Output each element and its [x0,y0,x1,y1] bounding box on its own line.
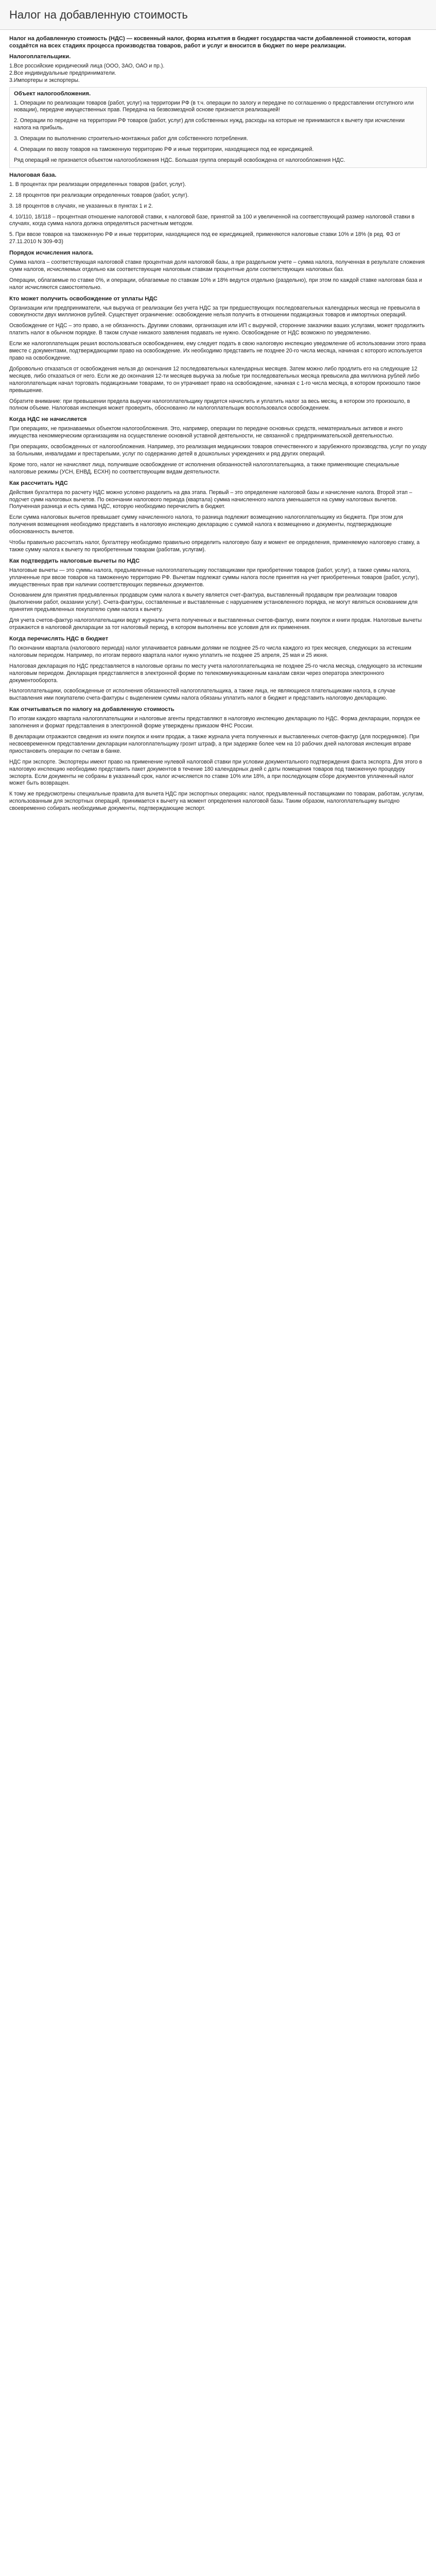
payer-item: 2.Все индивидуальные предприниматели. [9,70,116,76]
section-paragraph: В декларации отражаются сведения из книги покупок и книги продаж, а также журнала учета полученных и выставленных счетов-фактур (для посредников). При несвоевременном представлении декларации налогоплательщику грозит штраф, а при задержке более чем на 10 рабочих дней налоговая инспекция вправе приостановить операции по счетам в банке. [9,733,420,754]
section-paragraph: По итогам каждого квартала налогоплательщики и налоговые агенты представляют в налоговую инспекцию декларацию по НДС. Форма декларации, порядок ее заполнения и формат представления в электронной форме утверждены приказом ФНС России. [9,716,421,730]
payer-item: 1.Все российские юридический лица (ООО, ЗАО, ОАО и пр.). [9,62,165,69]
object-item: 2. Операции по передаче на территории РФ товаров (работ, услуг) для собственных нужд, расходы на которые не принимаются к вычету при исчислении налога на прибыль. [14,117,405,131]
header-bar [0,0,436,30]
section-paragraph: Если же налогоплательщик решил воспользоваться освобождением, ему следует подать в свою налоговую инспекцию уведомление об использовании этого права вместе с документами, подтверждающими право на освобождение. Их необходимо представить не позднее 20-го числа месяца, начиная с которого используется право на освобождение. [9,341,426,361]
section-paragraph: Налоговая декларация по НДС представляется в налоговые органы по месту учета налогоплательщика не позднее 25-го числа месяца, следующего за истекшим налоговым периодом. Декларация представляется в электронной форме по телекоммуникационным каналам связи через оператора электронного документооборота. [9,663,422,684]
section-paragraph: Организации или предприниматели, чья выручка от реализации без учета НДС за три предшествующих последовательных календарных месяца не превысила в совокупности двух миллионов рублей. Существует ограничение: освобождение нельзя получить в отношении подакцизных товаров и импортных операций. [9,304,421,318]
object-box [9,87,427,168]
section-paragraph: Для учета счетов-фактур налогоплательщики ведут журналы учета полученных и выставленных счетов-фактур, книги покупок и книги продаж. Налоговые вычеты отражаются в налоговой декларации за тот налоговый период, в котором выполнены все условия для их применения. [9,617,422,631]
base-item: 2. 18 процентов при реализации определенных товаров (работ, услуг). [9,192,189,198]
payers-heading: Налогоплательщики. [9,54,71,60]
base-item: 1. В процентах при реализации определенных товаров (работ, услуг). [9,181,186,188]
section-paragraph: Освобождение от НДС – это право, а не обязанность. Другими словами, организация или ИП с выручкой, сторонние заказчики ваших услугами, может продолжить платить налог в обычном порядке. В таком случае никакого заявления подавать не нужно. Освобождение от НДС возможно по уведомлению. [9,323,425,336]
intro-paragraph: Налог на добавленную стоимость (НДС) — косвенный налог, форма изъятия в бюджет государства части добавленной стоимости, которая создаётся на всех стадиях процесса производства товаров, работ и услуг и вносится в бюджет по мере реализации. [9,36,411,49]
section-heading: Как рассчитать НДС [9,480,68,486]
section-paragraph: Добровольно отказаться от освобождения нельзя до окончания 12 последовательных календарных месяцев. Затем можно либо продлить его на следующие 12 месяцев, либо отказаться от него. Если же до окончания 12-ти месяцев выручка за любые три последовательных месяца превысила два миллиона рублей либо налогоплательщик начал торговать подакцизными товарами, то он утрачивает право на освобождение, начиная с 1-го числа месяца, в котором произошло такое превышение. [9,365,421,394]
section-paragraph: По окончании квартала (налогового периода) налог уплачивается равными долями не позднее 25-го числа каждого из трех месяцев, следующих за истекшим налоговым периодом. Например, по итогам первого квартала налог нужно уплатить не позднее 25 апреля, 25 мая и 25 июня. [9,645,412,658]
article-sections [9,250,427,812]
article-body [9,35,427,2576]
section-paragraph: Сумма налога – соответствующая налоговой ставке процентная доля налоговой базы, а при раздельном учете – сумма налога, полученная в результате сложения сумм налогов, исчисляемых отдельно как соответствующие налоговым ставкам процентные доли соответствующих налоговых баз. [9,259,425,273]
section-paragraph: Если сумма налоговых вычетов превышает сумму начисленного налога, то разница подлежит возмещению налогоплательщику из бюджета. При этом для получения возмещения необходимо представить в налоговую инспекцию декларацию с суммой налога к возмещению и документы, подтверждающие обоснованность вычетов. [9,514,403,535]
page-title: Налог на добавленную стоимость [9,8,188,21]
section-paragraph: Кроме того, налог не начисляют лица, получившие освобождение от исполнения обязанностей налогоплательщика, а также применяющие специальные налоговые режимы (УСН, ЕНВД, ЕСХН) по соответствующим видам деятельности. [9,461,399,475]
section-paragraph: Налоговые вычеты — это суммы налога, предъявленные налогоплательщику поставщиками при приобретении товаров (работ, услуг), а также суммы налога, уплаченные при ввозе товаров на таможенную территорию РФ. Вычетам подлежат суммы налога после принятия на учет приобретенных товаров (работ, услуг), имущественных прав при наличии соответствующих первичных документов. [9,567,419,588]
object-item: 3. Операции по выполнению строительно-монтажных работ для собственного потребления. [14,135,248,142]
section-paragraph: К тому же предусмотрены специальные правила для вычета НДС при экспортных операциях: налог, предъявленный поставщиками по товарам, работам, услугам, использованным для экспортных операций, принимается к вычету на момент определения налоговой базы. Таким образом, налогоплательщику выгодно своевременно собирать необходимые документы, подтверждающие экспорт. [9,791,424,812]
section-paragraph: Налогоплательщики, освобожденные от исполнения обязанностей налогоплательщика, а также лица, не являющиеся плательщиками налога, в случае выставления ими покупателю счета-фактуры с выделением суммы налога обязаны уплатить налог в бюджет и представить налоговую декларацию. [9,688,396,702]
section-paragraph: При операциях, не признаваемых объектом налогообложения. Это, например, операции по передаче основных средств, нематериальных активов и иного имущества некоммерческим организациям на осуществление основной уставной деятельности, не связанной с предпринимательской деятельностью. [9,426,403,439]
object-item: 1. Операции по реализации товаров (работ, услуг) на территории РФ (в т.ч. операции по залогу и передаче по соглашению о предоставлении отступного или новации), передаче имущественных прав. Передача на безвозмездной основе признается реализацией! [14,99,414,113]
section-paragraph: Обратите внимание: при превышении предела выручки налогоплательщику придется начислить и уплатить налог за весь месяц, в котором это произошло, в полном объеме. Налоговая инспекция может проверить, обоснованно ли налогоплательщик воспользовался освобождением. [9,398,410,412]
section-heading: Порядок исчисления налога. [9,250,94,257]
section-paragraph: Операции, облагаемые по ставке 0%, и операции, облагаемые по ставкам 10% и 18% ведутся отдельно (раздельно), при этом по каждой ставке налоговая база и налог исчисляются самостоятельно. [9,277,422,291]
section-heading: Как отчитываться по налогу на добавленную стоимость [9,706,175,713]
object-item: 4. Операции по ввозу товаров на таможенную территорию РФ и иные территории, находящиеся под ее юрисдикцией. [14,146,314,153]
section-heading: Когда перечислять НДС в бюджет [9,636,109,642]
object-note: Ряд операций не признается объектом налогообложения НДС. Большая группа операций освобождена от налогообложения НДС. [14,157,345,163]
base-heading: Налоговая база. [9,172,57,178]
section-heading: Как подтвердить налоговые вычеты по НДС [9,557,140,564]
section-paragraph: НДС при экспорте. Экспортеры имеют право на применение нулевой налоговой ставки при условии документального подтверждения факта экспорта. Для этого в налоговую инспекцию необходимо представить пакет документов в течение 180 календарных дней с даты помещения товаров под таможенную процедуру экспорта. Если документы не собраны в указанный срок, налог исчисляется по ставке 10% или 18%, а при последующем сборе документов уплаченный налог может быть возвращен. [9,758,422,787]
section-paragraph: Действия бухгалтера по расчету НДС можно условно разделить на два этапа. Первый – это определение налоговой базы и начисление налога. Второй этап – подсчет сумм налоговых вычетов. По окончании налогового периода (квартала) сумма начисленного налога уменьшается на сумму налоговых вычетов. Полученная разница и есть сумма НДС, которую необходимо перечислить в бюджет. [9,489,412,510]
base-item: 5. При ввозе товаров на таможенную РФ и иные территории, находящиеся под ее юрисдикцией, применяются налоговые ставки 10% и 18% (в ред. ФЗ от 27.11.2010 N 309-ФЗ) [9,231,400,245]
base-item: 4. 10/110, 18/118 – процентная отношение налоговой ставки, к налоговой базе, принятой за 100 и увеличенной на соответствующий размер налоговой ставки в случаях, когда сумма налога должна определяться расчетным методом. [9,213,415,227]
section-paragraph: Основанием для принятия предъявленных продавцом сумм налога к вычету является счет-фактура, выставленный продавцом при реализации товаров (выполнении работ, оказании услуг). Счета-фактуры, составленные и выставленные с нарушением установленного порядка, не могут являться основанием для принятия предъявленных покупателю сумм налога к вычету. [9,592,418,613]
section-paragraph: При операциях, освобожденных от налогообложения. Например, это реализация медицинских товаров отечественного и зарубежного производства, услуг по уходу за больными, инвалидами и престарелыми, услуг по содержанию детей в дошкольных учреждениях и ряд других операций. [9,444,427,457]
object-heading: Объект налогообложения. [14,90,91,97]
base-item: 3. 18 процентов в случаях, не указанных в пунктах 1 и 2. [9,202,153,209]
section-heading: Кто может получить освобождение от уплаты НДС [9,295,158,302]
payer-item: 3.Импортеры и экспортеры. [9,77,80,83]
section-paragraph: Чтобы правильно рассчитать налог, бухгалтеру необходимо правильно определить налоговую базу и момент ее определения, применяемую налоговую ставку, а также сумму налога к вычету по приобретенным товарам (работам, услугам). [9,539,420,553]
section-heading: Когда НДС не начисляется [9,416,87,423]
